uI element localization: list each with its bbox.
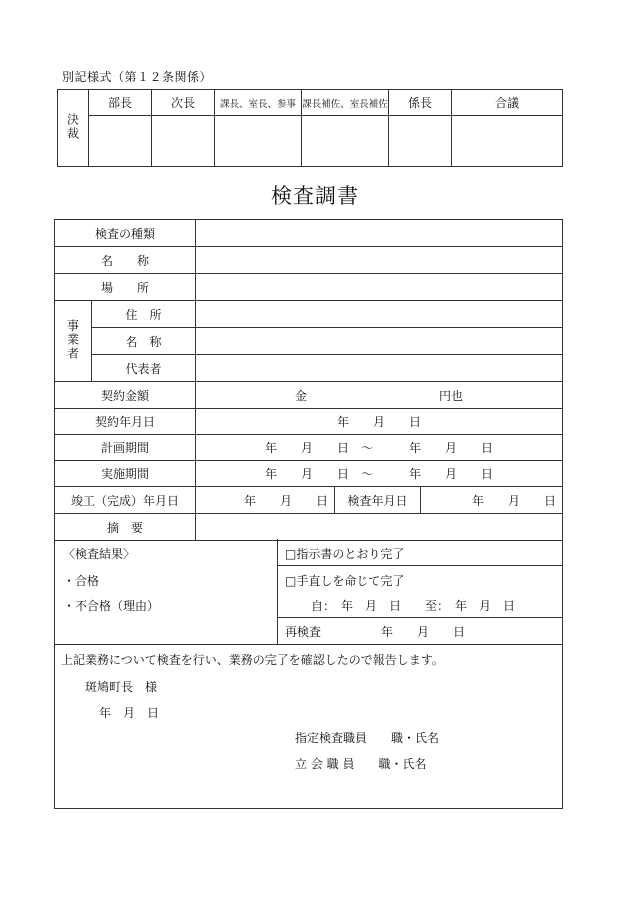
label-business-group: 事業者 xyxy=(55,301,92,382)
report-date[interactable]: 年 月 日 xyxy=(99,706,160,720)
result-heading: 〈検査結果〉 xyxy=(63,547,136,561)
label-plan-period: 計画期間 xyxy=(55,435,196,461)
reinspection[interactable]: 再検査 年 月 日 xyxy=(285,625,466,639)
value-inspection-date[interactable]: 年 月 日 xyxy=(421,487,563,514)
report-witness[interactable]: 立 会 職 員 職・氏名 xyxy=(295,757,427,771)
value-summary[interactable] xyxy=(196,514,563,541)
report-addressee: 斑鳩町長 様 xyxy=(85,680,158,694)
value-exec-period[interactable]: 年 月 日 ～ 年 月 日 xyxy=(196,461,563,487)
result-fail[interactable]: ・不合格（理由） xyxy=(63,599,160,613)
approval-stamp-jicho[interactable] xyxy=(152,116,215,167)
form-label: 別記様式（第１２条関係） xyxy=(62,70,213,84)
approval-header-kachohosa: 課長補佐、室長補佐 xyxy=(302,90,389,116)
label-contract-date: 契約年月日 xyxy=(55,409,196,435)
result-section xyxy=(54,539,563,645)
value-contract-date[interactable]: 年 月 日 xyxy=(196,409,563,435)
label-summary: 摘 要 xyxy=(55,514,196,541)
report-statement: 上記業務について検査を行い、業務の完了を確認したので報告します。 xyxy=(61,653,444,667)
label-contract-amount: 契約金額 xyxy=(55,382,196,409)
value-inspection-type[interactable] xyxy=(196,220,563,247)
approval-header-kacho: 課長、室長、参事 xyxy=(215,90,302,116)
label-representative: 代表者 xyxy=(92,355,196,382)
approval-header-kakaricho: 係長 xyxy=(389,90,452,116)
report-inspector[interactable]: 指定検査職員 職・氏名 xyxy=(295,731,440,745)
label-place: 場 所 xyxy=(55,274,196,301)
label-inspection-date: 検査年月日 xyxy=(335,487,421,514)
value-plan-period[interactable]: 年 月 日 ～ 年 月 日 xyxy=(196,435,563,461)
result-pass[interactable]: ・合格 xyxy=(63,574,100,588)
label-inspection-type: 検査の種類 xyxy=(55,220,196,247)
approval-header-jicho: 次長 xyxy=(152,90,215,116)
label-biz-name: 名 称 xyxy=(92,328,196,355)
approval-stamp-kacho[interactable] xyxy=(215,116,302,167)
document-title: 検査調書 xyxy=(271,184,359,208)
label-completion-date: 竣工（完成）年月日 xyxy=(55,487,196,514)
label-address: 住 所 xyxy=(92,301,196,328)
approval-header-bucho: 部長 xyxy=(89,90,152,116)
value-completion-date[interactable]: 年 月 日 xyxy=(196,487,335,514)
approval-stamp-kakaricho[interactable] xyxy=(389,116,452,167)
approval-stamp-gogi[interactable] xyxy=(452,116,563,167)
option-completed-after-repair[interactable]: □手直しを命じて完了 xyxy=(285,574,405,588)
value-address[interactable] xyxy=(196,301,563,328)
report-section xyxy=(54,644,563,809)
value-place[interactable] xyxy=(196,274,563,301)
value-name[interactable] xyxy=(196,247,563,274)
approval-stamp-kachohosa[interactable] xyxy=(302,116,389,167)
approval-stamp-bucho[interactable] xyxy=(89,116,152,167)
approval-table xyxy=(57,89,563,167)
value-representative[interactable] xyxy=(196,355,563,382)
value-biz-name[interactable] xyxy=(196,328,563,355)
value-contract-amount[interactable]: 金 円也 xyxy=(196,382,563,409)
option-completed-as-instructed[interactable]: □指示書のとおり完了 xyxy=(285,547,405,561)
inspection-table xyxy=(54,219,563,541)
approval-side-label: 決裁 xyxy=(58,90,89,167)
approval-header-gogi: 合議 xyxy=(452,90,563,116)
label-name: 名 称 xyxy=(55,247,196,274)
label-exec-period: 実施期間 xyxy=(55,461,196,487)
repair-period[interactable]: 自： 年 月 日 至： 年 月 日 xyxy=(311,599,516,613)
